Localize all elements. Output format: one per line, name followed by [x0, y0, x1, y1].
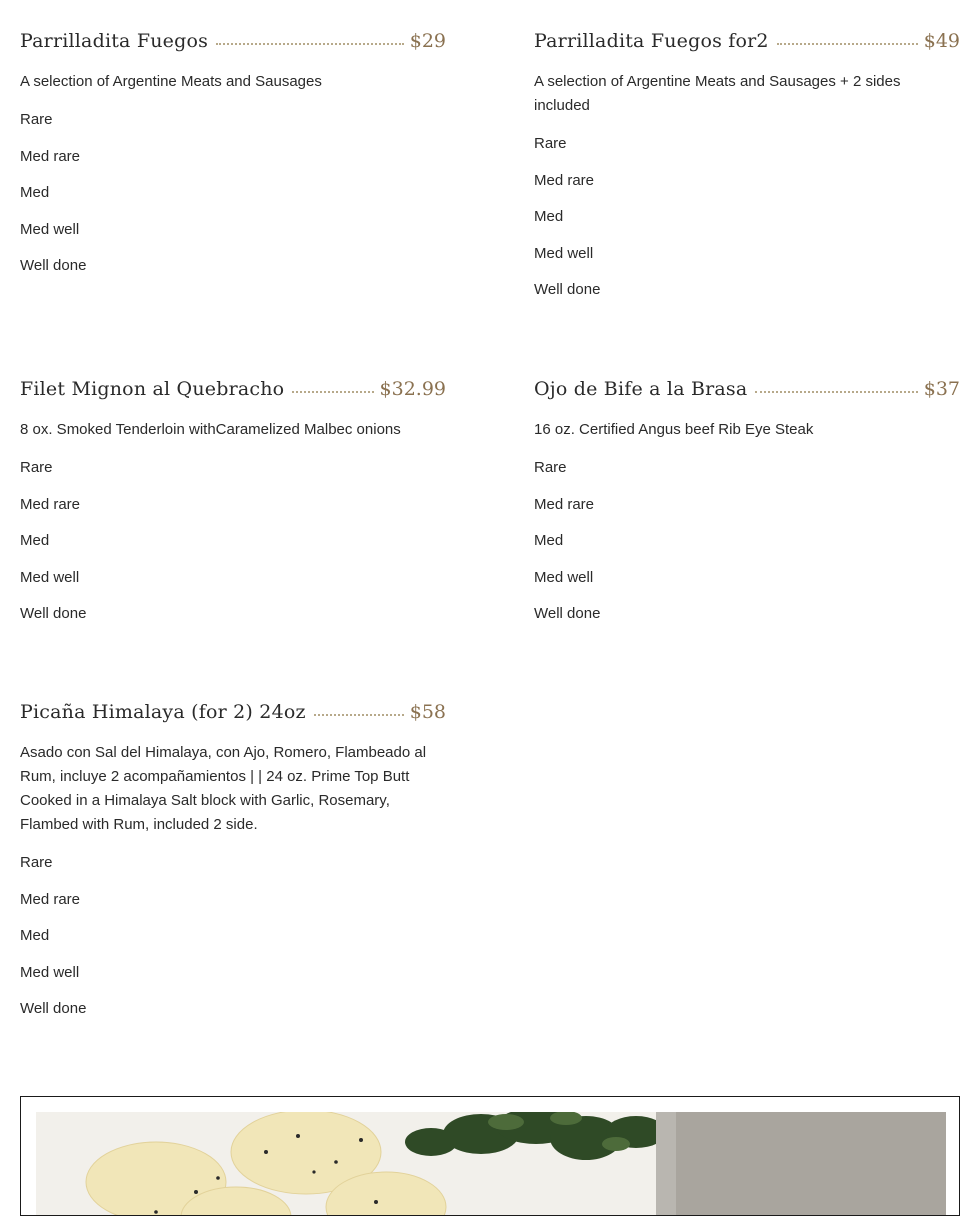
menu-item-description: 16 oz. Certified Angus beef Rib Eye Steak — [534, 421, 814, 438]
menu-item-title: Ojo de Bife a la Brasa — [534, 378, 748, 400]
doneness-option-rare[interactable]: Rare — [534, 459, 567, 477]
doneness-option-med-rare[interactable]: Med rare — [20, 147, 81, 165]
menu-item — [20, 30, 446, 285]
menu-item-header — [534, 30, 960, 60]
menu-item — [534, 30, 960, 309]
menu-item-price: $29 — [409, 30, 446, 52]
food-photo — [36, 1112, 946, 1216]
doneness-option-med-well[interactable]: Med well — [20, 568, 80, 586]
menu-item-description: 8 ox. Smoked Tenderloin withCaramelized Malbec onions — [20, 421, 401, 438]
doneness-options — [20, 102, 446, 285]
doneness-option-med[interactable]: Med — [534, 208, 564, 226]
menu-item-title: Parrilladita Fuegos for2 — [534, 30, 769, 52]
dot-leader — [314, 714, 404, 716]
doneness-options — [534, 126, 960, 309]
doneness-option-med-well[interactable]: Med well — [534, 244, 594, 262]
doneness-option-med[interactable]: Med — [534, 532, 564, 550]
doneness-option-rare[interactable]: Rare — [20, 111, 53, 129]
doneness-option-med-well[interactable]: Med well — [534, 568, 594, 586]
menu-item-header — [20, 30, 446, 60]
menu-item-price: $49 — [923, 30, 960, 52]
doneness-option-med[interactable]: Med — [20, 927, 50, 945]
doneness-option-med-well[interactable]: Med well — [20, 220, 80, 238]
dot-leader — [777, 43, 918, 45]
menu-item — [20, 378, 446, 633]
menu-item-title: Filet Mignon al Quebracho — [20, 378, 285, 400]
doneness-option-med[interactable]: Med — [20, 532, 50, 550]
doneness-options — [20, 450, 446, 633]
doneness-option-well-done[interactable]: Well done — [20, 257, 87, 275]
menu-item-description: Asado con Sal del Himalaya, con Ajo, Romero, Flambeado al Rum, incluye 2 acompañamientos | | 24 oz. Prime Top Butt Cooked in a Himalaya Salt block with Garlic, Rosemary, Flambed with Rum, included 2 side. — [20, 744, 427, 833]
doneness-option-rare[interactable]: Rare — [20, 854, 53, 872]
doneness-option-well-done[interactable]: Well done — [20, 1000, 87, 1018]
doneness-option-well-done[interactable]: Well done — [20, 605, 87, 623]
doneness-option-well-done[interactable]: Well done — [534, 281, 601, 299]
dot-leader — [216, 43, 404, 45]
dot-leader — [292, 391, 373, 393]
menu-item-description: A selection of Argentine Meats and Sausages + 2 sides included — [534, 73, 901, 114]
menu-item — [20, 701, 446, 1028]
doneness-option-well-done[interactable]: Well done — [534, 605, 601, 623]
doneness-option-med-rare[interactable]: Med rare — [20, 890, 81, 908]
menu-item-title: Picaña Himalaya (for 2) 24oz — [20, 701, 306, 723]
doneness-options — [534, 450, 960, 633]
dot-leader — [755, 391, 917, 393]
menu-item-header — [20, 378, 446, 408]
doneness-option-med-rare[interactable]: Med rare — [534, 495, 595, 513]
menu-item-header — [534, 378, 960, 408]
menu-item-header — [20, 701, 446, 731]
menu-item-price: $32.99 — [379, 378, 446, 400]
menu-item — [534, 378, 960, 633]
doneness-options — [20, 845, 446, 1028]
doneness-option-med-well[interactable]: Med well — [20, 963, 80, 981]
menu-item-description: A selection of Argentine Meats and Sausages — [20, 73, 322, 90]
menu-item-price: $58 — [409, 701, 446, 723]
doneness-option-med[interactable]: Med — [20, 184, 50, 202]
doneness-option-med-rare[interactable]: Med rare — [20, 495, 81, 513]
food-photo-icon — [36, 1112, 946, 1216]
doneness-option-rare[interactable]: Rare — [534, 135, 567, 153]
photo-frame — [20, 1096, 960, 1216]
doneness-option-rare[interactable]: Rare — [20, 459, 53, 477]
menu-item-price: $37 — [923, 378, 960, 400]
doneness-option-med-rare[interactable]: Med rare — [534, 171, 595, 189]
menu-item-title: Parrilladita Fuegos — [20, 30, 209, 52]
